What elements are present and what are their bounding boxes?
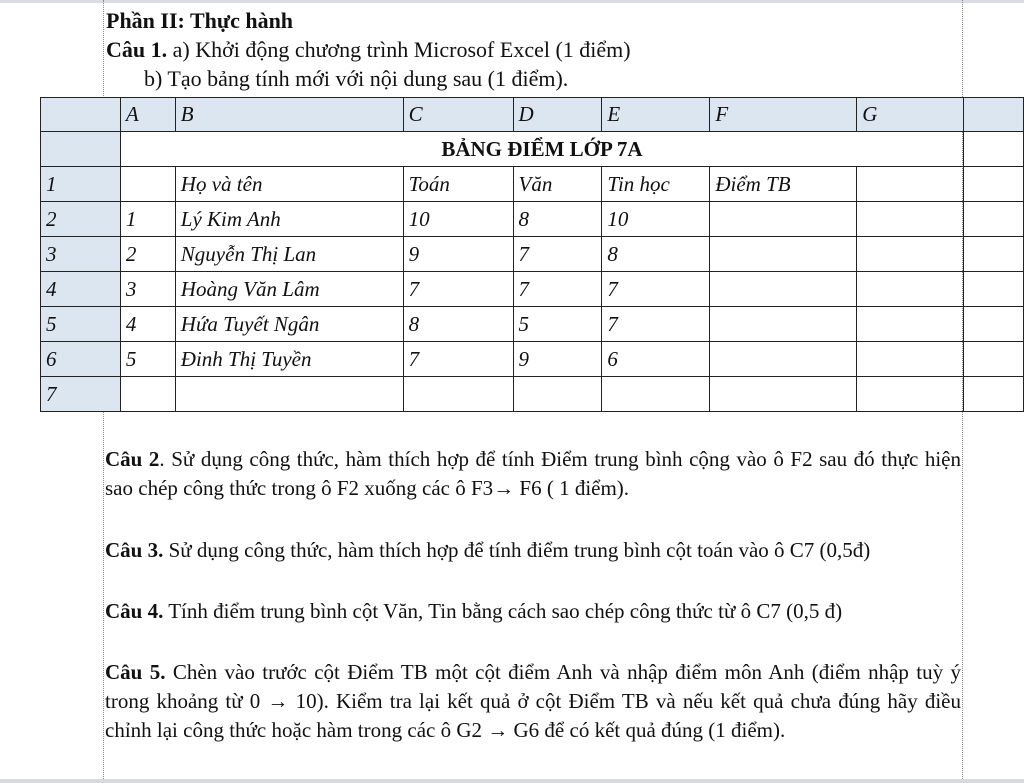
cell-literature: 5	[513, 307, 602, 342]
cell-extra	[964, 342, 1024, 377]
title-row-header	[41, 132, 121, 167]
cell-stt: 2	[120, 237, 175, 272]
table-row	[41, 272, 1024, 307]
question-1-part-a	[106, 35, 631, 64]
left-margin-guide	[103, 0, 104, 110]
cell-average	[710, 272, 857, 307]
cell-extra	[964, 377, 1024, 412]
cell-literature	[513, 377, 602, 412]
cell-extra	[964, 307, 1024, 342]
question-2-text: . Sử dụng công thức, hàm thích hợp để tính Điểm trung bình cộng vào ô F2 sau đó thực hiện sao chép công thức trong ô F2 xuống các ô F3→ F6 ( 1 điểm).	[105, 447, 961, 500]
cell-stt: 4	[120, 307, 175, 342]
cell-g	[857, 167, 964, 202]
table-row	[41, 307, 1024, 342]
title-row	[41, 132, 1024, 167]
cell-g	[857, 377, 964, 412]
page-bottom-edge	[0, 779, 1024, 783]
cell-informatics: 10	[602, 202, 710, 237]
cell-g	[857, 342, 964, 377]
question-2	[105, 445, 961, 503]
row-number: 5	[41, 307, 121, 342]
question-5-text: Chèn vào trước cột Điểm TB một cột điểm Anh và nhập điểm môn Anh (điểm nhập tuỳ ý trong khoảng từ 0 → 10). Kiểm tra lại kết quả ở cột Điểm TB và nếu kết quả chưa đúng hãy điều chỉnh lại công thức hoặc hàm trong các ô G2 → G6 để có kết quả đúng (1 điểm).	[105, 660, 961, 742]
cell-name: Nguyễn Thị Lan	[175, 237, 403, 272]
cell-informatics: Tin học	[602, 167, 710, 202]
column-header-g: G	[857, 98, 964, 132]
table-row	[41, 377, 1024, 412]
cell-literature: 7	[513, 237, 602, 272]
cell-g	[857, 202, 964, 237]
cell-math: 10	[403, 202, 513, 237]
cell-name: Lý Kim Anh	[175, 202, 403, 237]
question-1-a-text: a) Khởi động chương trình Microsof Excel (1 điểm)	[167, 37, 631, 62]
cell-literature: 7	[513, 272, 602, 307]
column-header-e: E	[602, 98, 710, 132]
cell-name	[175, 377, 403, 412]
question-4	[105, 597, 961, 626]
table-row	[41, 202, 1024, 237]
cell-average	[710, 342, 857, 377]
question-2-label: Câu 2	[105, 447, 160, 471]
section-heading: Phần II: Thực hành	[106, 8, 294, 33]
cell-name: Hoàng Văn Lâm	[175, 272, 403, 307]
cell-informatics: 8	[602, 237, 710, 272]
cell-informatics	[602, 377, 710, 412]
cell-g	[857, 272, 964, 307]
cell-math	[403, 377, 513, 412]
row-number: 6	[41, 342, 121, 377]
question-1-part-b: b) Tạo bảng tính mới với nội dung sau (1 điểm).	[144, 66, 569, 91]
row-number: 3	[41, 237, 121, 272]
table-row	[41, 237, 1024, 272]
cell-extra	[964, 272, 1024, 307]
question-5-label: Câu 5.	[105, 660, 166, 684]
cell-math: Toán	[403, 167, 513, 202]
corner-cell	[41, 98, 121, 132]
title-row-extra	[964, 132, 1024, 167]
column-header-c: C	[403, 98, 513, 132]
row-number: 4	[41, 272, 121, 307]
cell-name: Họ và tên	[175, 167, 403, 202]
cell-average	[710, 237, 857, 272]
cell-informatics: 7	[602, 272, 710, 307]
spreadsheet-table	[40, 97, 1024, 412]
question-5	[105, 658, 961, 745]
cell-g	[857, 307, 964, 342]
column-header-b: B	[175, 98, 403, 132]
cell-stt	[120, 377, 175, 412]
cell-g	[857, 237, 964, 272]
cell-average	[710, 202, 857, 237]
question-4-text: Tính điểm trung bình cột Văn, Tin bằng cách sao chép công thức từ ô C7 (0,5 đ)	[163, 599, 843, 623]
cell-average	[710, 377, 857, 412]
cell-literature: 8	[513, 202, 602, 237]
left-margin-guide-lower	[103, 411, 104, 783]
cell-math: 7	[403, 272, 513, 307]
column-header-d: D	[513, 98, 602, 132]
cell-literature: 9	[513, 342, 602, 377]
cell-informatics: 7	[602, 307, 710, 342]
cell-extra	[964, 237, 1024, 272]
cell-stt: 1	[120, 202, 175, 237]
question-3-label: Câu 3.	[105, 538, 164, 562]
cell-average: Điểm TB	[710, 167, 857, 202]
column-header-f: F	[710, 98, 857, 132]
cell-stt: 3	[120, 272, 175, 307]
question-4-label: Câu 4.	[105, 599, 164, 623]
page-top-edge	[0, 0, 1024, 3]
cell-name: Đinh Thị Tuyền	[175, 342, 403, 377]
cell-informatics: 6	[602, 342, 710, 377]
table-row	[41, 167, 1024, 202]
column-header-a: A	[120, 98, 175, 132]
column-header-row	[41, 98, 1024, 132]
question-3-text: Sử dụng công thức, hàm thích hợp để tính điểm trung bình cột toán vào ô C7 (0,5đ)	[163, 538, 871, 562]
cell-math: 8	[403, 307, 513, 342]
cell-stt	[120, 167, 175, 202]
cell-name: Hứa Tuyết Ngân	[175, 307, 403, 342]
cell-literature: Văn	[513, 167, 602, 202]
sheet-title: BẢNG ĐIỂM LỚP 7A	[120, 132, 963, 167]
cell-math: 9	[403, 237, 513, 272]
question-1-label: Câu 1.	[106, 37, 168, 62]
cell-extra	[964, 167, 1024, 202]
table-row	[41, 342, 1024, 377]
cell-average	[710, 307, 857, 342]
cell-extra	[964, 202, 1024, 237]
row-number: 2	[41, 202, 121, 237]
column-header-extra	[964, 98, 1024, 132]
cell-stt: 5	[120, 342, 175, 377]
row-number: 1	[41, 167, 121, 202]
row-number: 7	[41, 377, 121, 412]
question-3	[105, 536, 961, 565]
cell-math: 7	[403, 342, 513, 377]
